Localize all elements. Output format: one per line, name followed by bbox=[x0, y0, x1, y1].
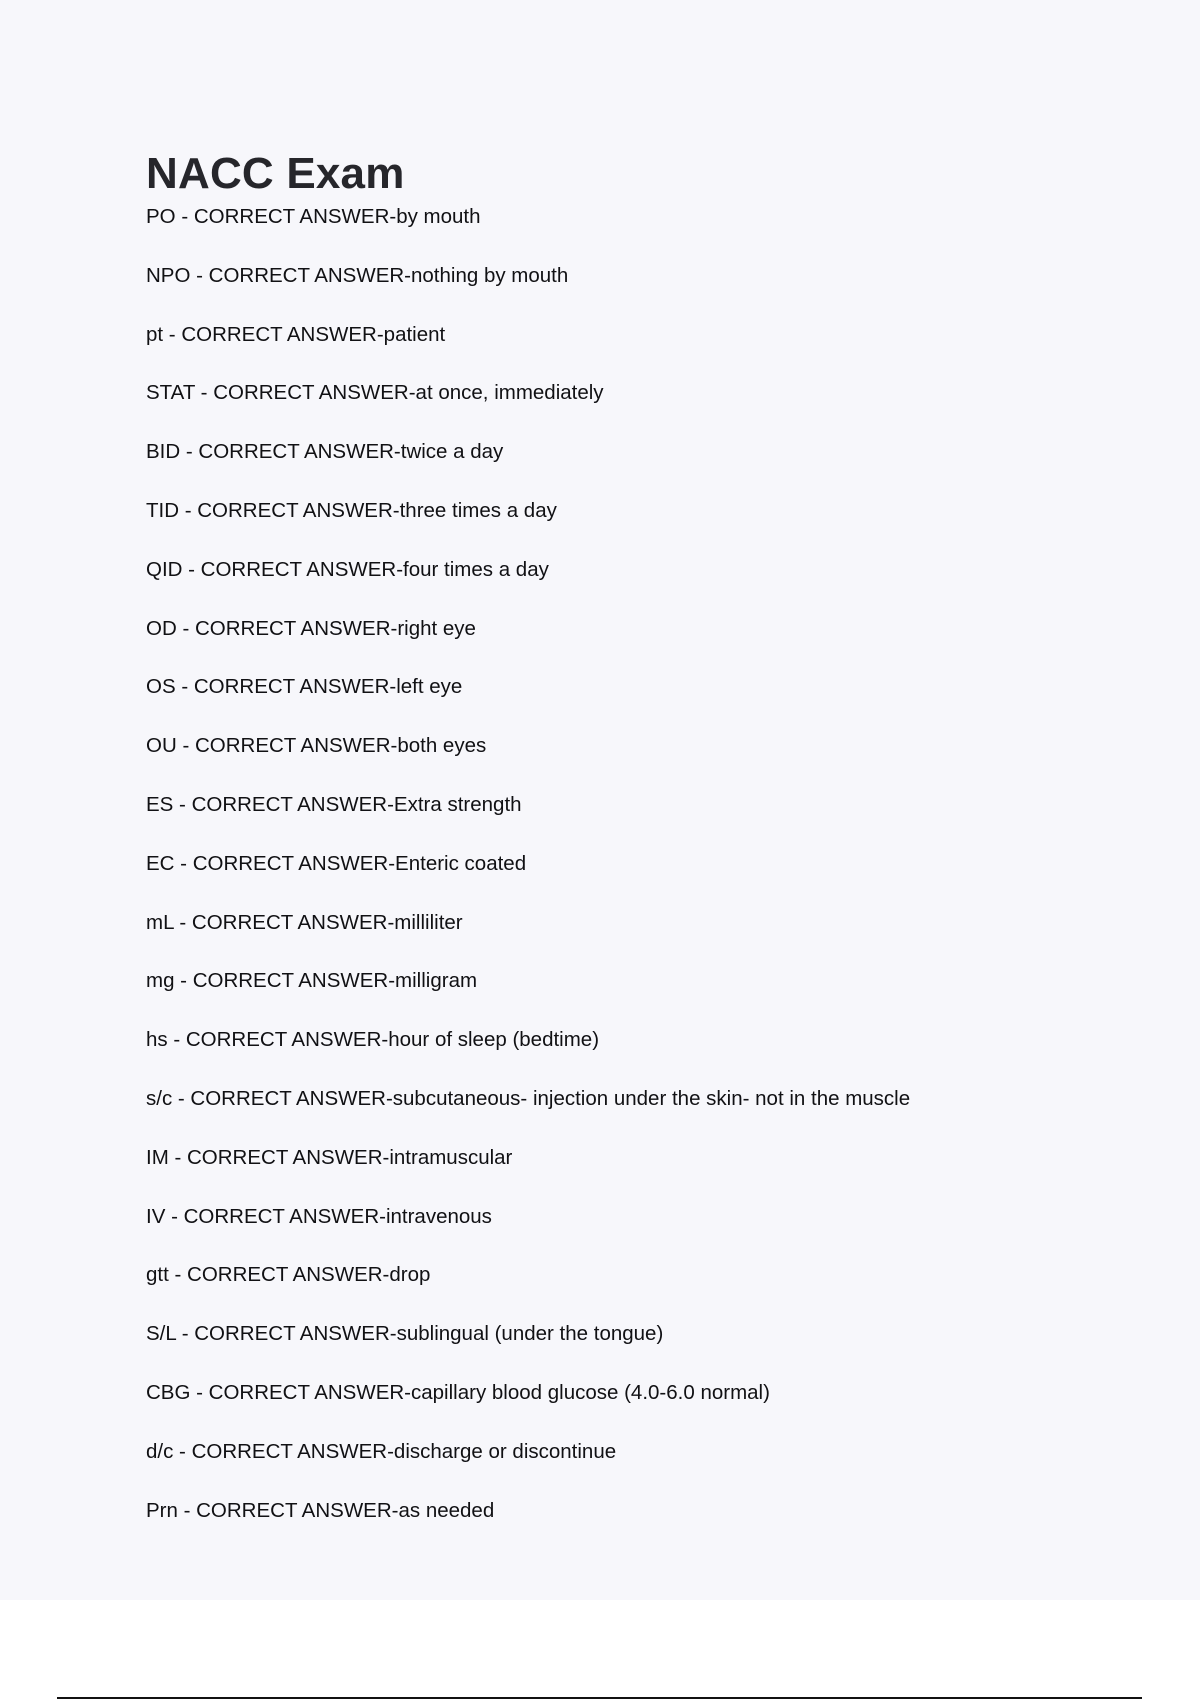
entry-item bbox=[146, 616, 1146, 675]
entry-item bbox=[146, 498, 1146, 557]
entry-item bbox=[146, 1380, 1146, 1439]
entry-text: IV - CORRECT ANSWER-intravenous bbox=[146, 1204, 492, 1228]
entry-text: gtt - CORRECT ANSWER-drop bbox=[146, 1263, 431, 1287]
entry-text: IM - CORRECT ANSWER-intramuscular bbox=[146, 1145, 513, 1169]
entry-item bbox=[146, 968, 1146, 1027]
entry-text: CBG - CORRECT ANSWER-capillary blood glucose (4.0-6.0 normal) bbox=[146, 1380, 770, 1404]
entry-text: Prn - CORRECT ANSWER-as needed bbox=[146, 1498, 495, 1522]
entry-item bbox=[146, 792, 1146, 851]
entry-text: mL - CORRECT ANSWER-milliliter bbox=[146, 910, 463, 934]
entry-item bbox=[146, 674, 1146, 733]
entry-item bbox=[146, 322, 1146, 381]
entry-item bbox=[146, 733, 1146, 792]
entry-text: QID - CORRECT ANSWER-four times a day bbox=[146, 557, 549, 581]
entry-item bbox=[146, 851, 1146, 910]
entry-item bbox=[146, 1262, 1146, 1321]
document-content bbox=[146, 144, 1146, 1556]
entry-item bbox=[146, 1498, 1146, 1557]
entry-text: d/c - CORRECT ANSWER-discharge or discontinue bbox=[146, 1439, 617, 1463]
entry-text: OS - CORRECT ANSWER-left eye bbox=[146, 675, 463, 699]
entry-item bbox=[146, 263, 1146, 322]
entry-text: S/L - CORRECT ANSWER-sublingual (under the tongue) bbox=[146, 1322, 664, 1346]
entry-item bbox=[146, 439, 1146, 498]
entry-text: STAT - CORRECT ANSWER-at once, immediately bbox=[146, 381, 604, 405]
entry-text: ES - CORRECT ANSWER-Extra strength bbox=[146, 792, 522, 816]
footer-divider bbox=[57, 1697, 1142, 1699]
entry-item bbox=[146, 204, 1146, 263]
entry-item bbox=[146, 1439, 1146, 1498]
entry-item bbox=[146, 1086, 1146, 1145]
entry-text: EC - CORRECT ANSWER-Enteric coated bbox=[146, 851, 527, 875]
entry-text: PO - CORRECT ANSWER-by mouth bbox=[146, 205, 481, 228]
entry-text: BID - CORRECT ANSWER-twice a day bbox=[146, 440, 504, 464]
entry-list bbox=[146, 204, 1146, 1556]
entry-item bbox=[146, 1204, 1146, 1263]
document-title: NACC Exam bbox=[146, 149, 405, 198]
entry-item bbox=[146, 910, 1146, 969]
entry-item bbox=[146, 380, 1146, 439]
entry-text: OD - CORRECT ANSWER-right eye bbox=[146, 616, 476, 640]
entry-text: s/c - CORRECT ANSWER-subcutaneous- injection under the skin- not in the muscle bbox=[146, 1086, 911, 1110]
entry-text: pt - CORRECT ANSWER-patient bbox=[146, 322, 446, 346]
entry-text: TID - CORRECT ANSWER-three times a day bbox=[146, 498, 557, 522]
entry-item bbox=[146, 557, 1146, 616]
entry-item bbox=[146, 1145, 1146, 1204]
entry-item bbox=[146, 1027, 1146, 1086]
entry-text: hs - CORRECT ANSWER-hour of sleep (bedtime) bbox=[146, 1028, 600, 1052]
entry-text: mg - CORRECT ANSWER-milligram bbox=[146, 969, 478, 993]
entry-text: OU - CORRECT ANSWER-both eyes bbox=[146, 734, 487, 758]
entry-text: NPO - CORRECT ANSWER-nothing by mouth bbox=[146, 263, 569, 287]
entry-item bbox=[146, 1321, 1146, 1380]
